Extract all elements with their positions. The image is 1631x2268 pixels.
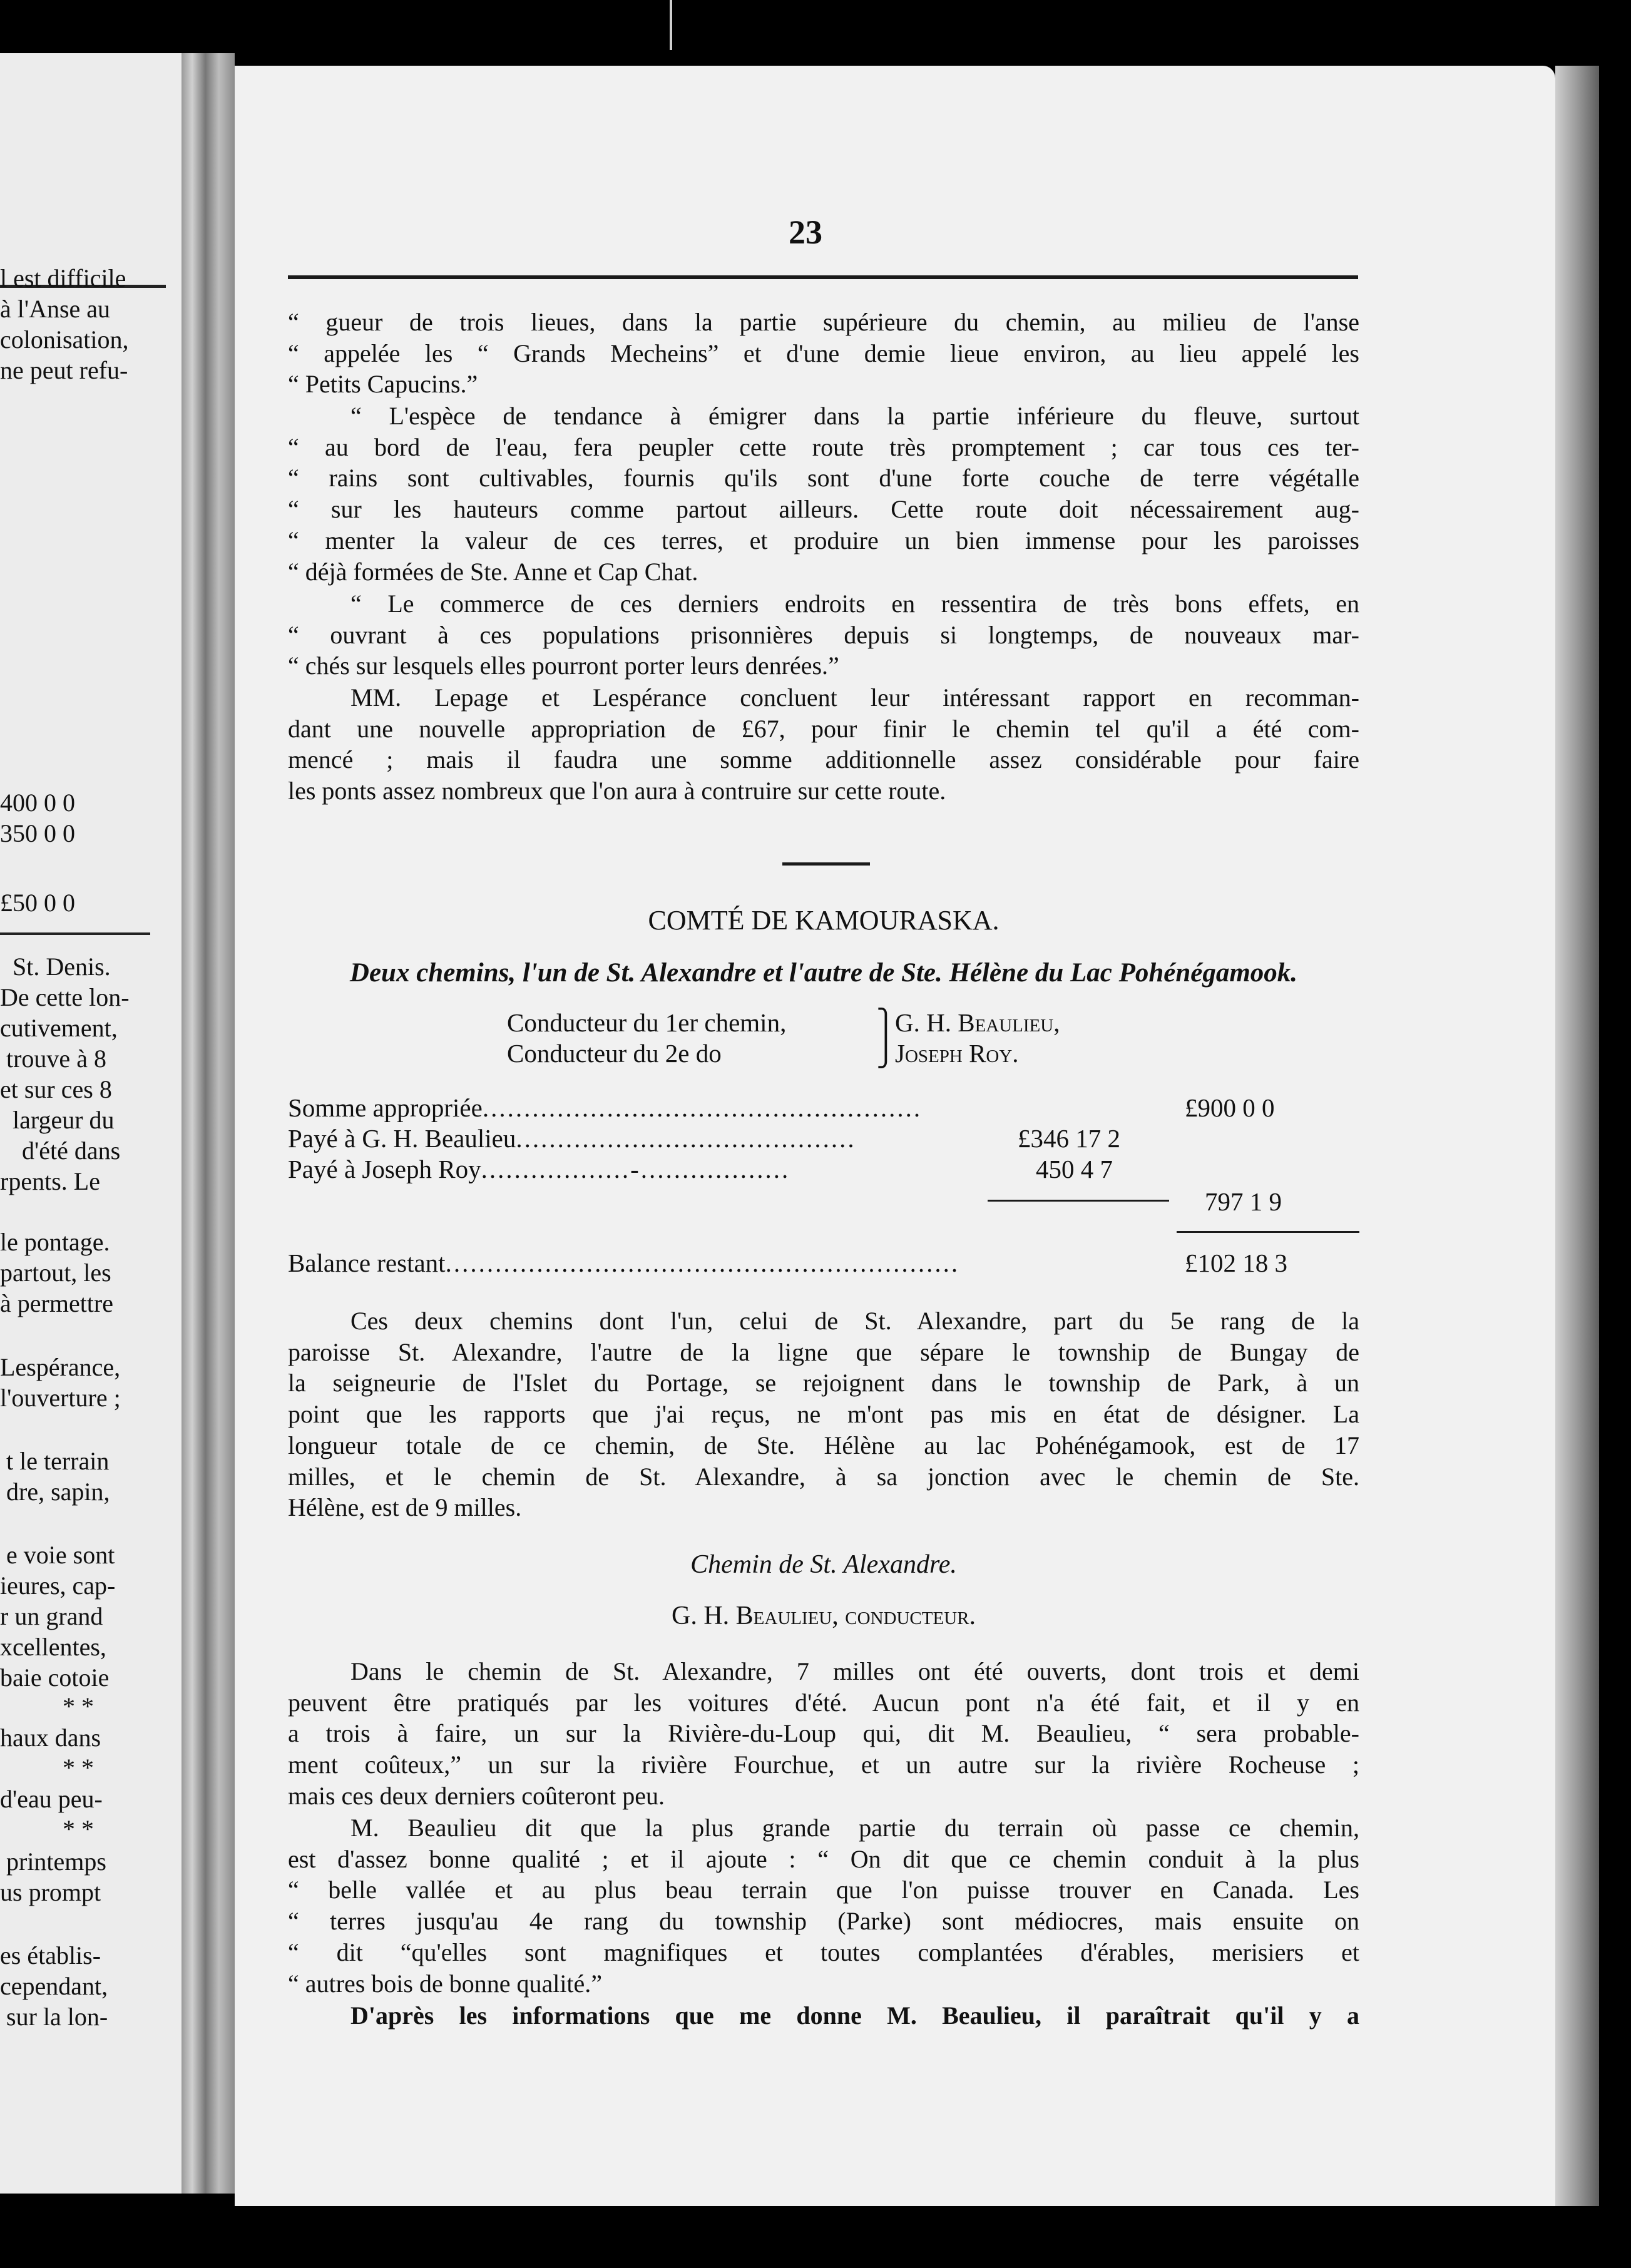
text-line: D'après les informations que me donne M. Beaulieu, il paraîtrait qu'il y a: [350, 2001, 1359, 2030]
previous-page-text-fragment: r un grand: [0, 1602, 103, 1630]
previous-page-text-fragment: trouve à 8: [6, 1045, 106, 1073]
previous-page-fragment: [0, 53, 182, 2194]
previous-page-text-fragment: d'eau peu-: [0, 1785, 103, 1813]
account-label: Somme appropriée: [288, 1093, 483, 1122]
conducteur-name: G. H. Beaulieu,: [895, 1008, 1060, 1037]
leader-dots: .....................................................: [482, 1093, 923, 1122]
previous-page-text-fragment: rpents. Le: [0, 1167, 100, 1195]
text-line: “ au bord de l'eau, fera peupler cette route très promptement ; car tous ces ter-: [288, 432, 1359, 461]
text-line: “ terres jusqu'au 4e rang du township (Parke) sont médiocres, mais ensuite on: [288, 1907, 1359, 1936]
text-line: “ Petits Capucins.”: [288, 370, 478, 399]
previous-page-text-fragment: us prompt: [0, 1878, 101, 1906]
leader-dots: .........................................: [516, 1124, 856, 1153]
previous-page-text-fragment: baie cotoie: [0, 1663, 110, 1692]
quote-paragraph-2: [288, 401, 1359, 587]
previous-page-text-fragment: * *: [63, 1754, 94, 1782]
previous-page-text-fragment: largeur du: [13, 1106, 115, 1134]
book-spine-gutter: [182, 53, 235, 2194]
brace-glyph: ⎭: [876, 1039, 896, 1068]
text-line: “ gueur de trois lieues, dans la partie supérieure du chemin, au milieu de l'anse: [288, 308, 1359, 336]
text-line: milles, et le chemin de St. Alexandre, à sa jonction avec le chemin de Ste.: [288, 1462, 1359, 1491]
previous-page-text-fragment: d'été dans: [22, 1137, 121, 1165]
previous-page-text-fragment: le pontage.: [0, 1228, 110, 1256]
previous-page-text-fragment: xcellentes,: [0, 1633, 106, 1661]
previous-page-text-fragment: l'ouverture ;: [0, 1384, 121, 1412]
conducteurs-list: [507, 1008, 1060, 1069]
balance-rule: [1177, 1231, 1359, 1233]
previous-page-text-fragment: l est difficile: [0, 264, 126, 292]
account-row-paye-beaulieu: [288, 1123, 856, 1154]
section-subtitle: Deux chemins, l'un de St. Alexandre et l'autre de Ste. Hélène du Lac Pohénégamook.: [349, 958, 1298, 988]
conducteur-label: Conducteur du 1er chemin,: [507, 1008, 787, 1037]
conducteur-label: Conducteur du 2e do: [507, 1039, 722, 1068]
previous-page-text-fragment: £50 0 0: [0, 889, 75, 917]
text-line: “ sur les hauteurs comme partout ailleurs. Cette route doit nécessairement aug-: [288, 495, 1359, 524]
quote-paragraph-1: [288, 307, 1359, 400]
previous-page-text-fragment: haux dans: [0, 1724, 101, 1752]
previous-page-text-fragment: e voie sont: [6, 1541, 115, 1569]
text-line: mencé ; mais il faudra une somme additionnelle assez considérable pour faire: [288, 745, 1359, 774]
previous-page-text-fragment: et sur ces 8: [0, 1075, 112, 1103]
account-label: Balance restant: [288, 1249, 446, 1277]
text-line: “ appelée les “ Grands Mecheins” et d'une demie lieue environ, au lieu appelé les: [288, 339, 1359, 367]
text-line: paroisse St. Alexandre, l'autre de la ligne que sépare le township de Bungay de: [288, 1337, 1359, 1366]
scan-edge-mark: [670, 0, 672, 50]
header-rule: [288, 275, 1358, 279]
previous-page-text-fragment: printemps: [6, 1847, 106, 1876]
previous-page-text-fragment: à l'Anse au: [0, 295, 111, 323]
previous-page-text-fragment: * *: [63, 1692, 94, 1720]
text-line: les ponts assez nombreux que l'on aura à contruire sur cette route.: [288, 777, 946, 805]
conducteur-name: Joseph Roy.: [895, 1039, 1019, 1068]
chemin-paragraph-1: [288, 1656, 1359, 1812]
text-line: MM. Lepage et Lespérance concluent leur intéressant rapport en recomman-: [350, 683, 1359, 712]
previous-page-text-fragment: dre, sapin,: [6, 1478, 110, 1506]
text-line: est d'assez bonne qualité ; et il ajoute : “ On dit que ce chemin conduit à la plus: [288, 1844, 1359, 1873]
account-amount-paye-beaulieu: £346 17 2: [1018, 1124, 1120, 1153]
text-line: point que les rapports que j'ai reçus, ne m'ont pas mis en état de désigner. La: [288, 1400, 1359, 1429]
account-row-balance: [288, 1248, 959, 1279]
previous-page-text-fragment: sur la lon-: [6, 2003, 108, 2031]
account-label: Payé à Joseph Roy: [288, 1155, 481, 1183]
account-label: Payé à G. H. Beaulieu: [288, 1124, 516, 1153]
previous-page-text-fragment: à permettre: [0, 1289, 113, 1317]
body-paragraph: [288, 1305, 1359, 1523]
previous-page-text-fragment: 350 0 0: [0, 819, 75, 847]
text-line: “ L'espèce de tendance à émigrer dans la partie inférieure du fleuve, surtout: [350, 402, 1359, 430]
text-line: “ belle vallée et au plus beau terrain que l'on puisse trouver en Canada. Les: [288, 1876, 1359, 1904]
conducteur-row: [507, 1008, 1060, 1038]
leader-dots: ..................-..................: [481, 1155, 790, 1183]
previous-page-text-fragment: ne peut refu-: [0, 356, 128, 384]
conclusion-paragraph: [288, 682, 1359, 807]
text-line: Hélène, est de 9 milles.: [288, 1493, 522, 1522]
account-amount-somme: £900 0 0: [1185, 1093, 1275, 1122]
text-line: la seigneurie de l'Islet du Portage, se rejoignent dans le township de Park, à un: [288, 1369, 1359, 1397]
subtotal-rule: [988, 1200, 1169, 1202]
text-line: mais ces deux derniers coûteront peu.: [288, 1781, 665, 1810]
chemin-conducteur: G. H. Beaulieu, conducteur.: [672, 1601, 976, 1630]
page-edge-shadow: [1555, 66, 1599, 2206]
previous-page-text-fragment: cutivement,: [0, 1014, 118, 1042]
text-line: longueur totale de ce chemin, de Ste. Hélène au lac Pohénégamook, est de 17: [288, 1431, 1359, 1459]
text-line: M. Beaulieu dit que la plus grande partie du terrain où passe ce chemin,: [350, 1814, 1359, 1842]
section-title: COMTÉ DE KAMOURASKA.: [648, 905, 1000, 936]
brace-glyph: ⎫: [876, 1008, 896, 1037]
previous-page-text-fragment: partout, les: [0, 1259, 111, 1287]
text-line: ment coûteux,” un sur la rivière Fourchue, et un autre sur la rivière Rocheuse ;: [288, 1750, 1359, 1779]
text-line: “ autres bois de bonne qualité.”: [288, 1969, 603, 1998]
text-line: “ chés sur lesquels elles pourront porter leurs denrées.”: [288, 651, 839, 680]
section-separator: [782, 862, 870, 866]
text-line: “ Le commerce de ces derniers endroits en ressentira de très bons effets, en: [350, 590, 1359, 618]
account-amount-paye-roy: 450 4 7: [1036, 1155, 1113, 1183]
account-row-paye-roy: [288, 1154, 790, 1185]
leader-dots: ..............................................................: [445, 1249, 960, 1277]
previous-page-text-fragment: 400 0 0: [0, 789, 75, 817]
account-subtotal: 797 1 9: [1205, 1187, 1282, 1216]
chemin-title: Chemin de St. Alexandre.: [690, 1550, 957, 1579]
previous-page-text-fragment: De cette lon-: [0, 983, 130, 1011]
account-amount-balance: £102 18 3: [1185, 1249, 1287, 1277]
chemin-paragraph-3: [288, 2000, 1359, 2031]
previous-page-text-fragment: St. Denis.: [13, 953, 111, 981]
text-line: dant une nouvelle appropriation de £67, pour finir le chemin tel qu'il a été com-: [288, 714, 1359, 743]
text-line: Ces deux chemins dont l'un, celui de St. Alexandre, part du 5e rang de la: [350, 1307, 1359, 1335]
previous-page-text-fragment: colonisation,: [0, 325, 129, 354]
text-line: “ menter la valeur de ces terres, et produire un bien immense pour les paroisses: [288, 526, 1359, 554]
chemin-paragraph-2: [288, 1812, 1359, 1999]
page-number: 23: [789, 213, 822, 251]
text-line: Dans le chemin de St. Alexandre, 7 milles ont été ouverts, dont trois et demi: [350, 1657, 1359, 1685]
account-row-somme: [288, 1093, 922, 1123]
previous-page-text-fragment: * *: [63, 1815, 94, 1843]
previous-page-text-fragment: cependant,: [0, 1972, 108, 2000]
conducteur-row: [507, 1038, 1060, 1069]
previous-page-text-fragment: es établis-: [0, 1941, 101, 1969]
text-line: “ dit “qu'elles sont magnifiques et toutes complantées d'érables, merisiers et: [288, 1938, 1359, 1966]
text-line: “ ouvrant à ces populations prisonnières depuis si longtemps, de nouveaux mar-: [288, 620, 1359, 649]
previous-page-text-fragment: ieures, cap-: [0, 1571, 116, 1600]
previous-page-text-fragment: t le terrain: [6, 1447, 110, 1475]
previous-page-sum-rule: [0, 932, 150, 935]
text-line: a trois à faire, un sur la Rivière-du-Loup qui, dit M. Beaulieu, “ sera probable-: [288, 1719, 1359, 1748]
previous-page-text-fragment: Lespérance,: [0, 1353, 121, 1381]
text-line: “ rains sont cultivables, fournis qu'ils sont d'une forte couche de terre végétalle: [288, 464, 1359, 493]
text-line: “ déjà formées de Ste. Anne et Cap Chat.: [288, 557, 698, 586]
text-line: peuvent être pratiqués par les voitures d'été. Aucun pont n'a été fait, et il y en: [288, 1688, 1359, 1717]
quote-paragraph-3: [288, 588, 1359, 682]
